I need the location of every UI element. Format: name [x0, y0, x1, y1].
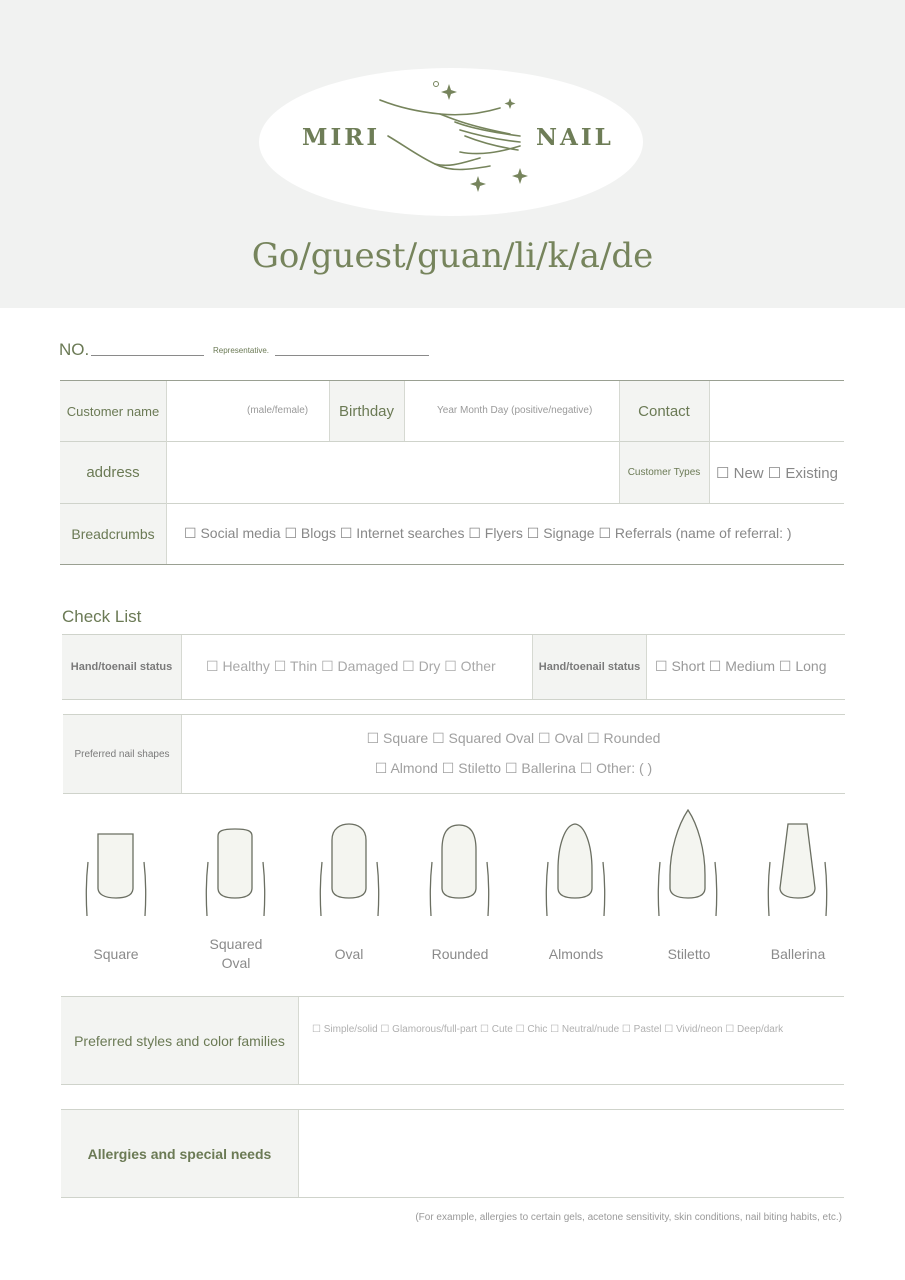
customer-types-options[interactable]: ☐ New ☐ Existing: [716, 465, 838, 482]
breadcrumbs-options[interactable]: ☐ Social media ☐ Blogs ☐ Internet searches ☐ Flyers ☐ Signage ☐ Referrals (name of referral: ): [184, 525, 792, 541]
address-label: address: [86, 464, 140, 481]
nail-status-label: Hand/toenail status: [70, 661, 173, 673]
shape-label-stiletto: Stiletto: [667, 946, 711, 962]
shapes-options-line-1[interactable]: ☐ Square ☐ Squared Oval ☐ Oval ☐ Rounded: [366, 730, 661, 746]
nail-length-label: Hand/toenail status: [538, 661, 641, 673]
representative-label: Representative.: [213, 346, 270, 355]
nail-shapes-illustration: [60, 800, 845, 920]
nail-condition-options[interactable]: ☐ Healthy ☐ Thin ☐ Damaged ☐ Dry ☐ Other: [206, 658, 496, 674]
styles-options[interactable]: ☐ Simple/solid ☐ Glamorous/full-part ☐ Cute ☐ Chic ☐ Neutral/nude ☐ Pastel ☐ Vivid/neon ☐ Deep/dark: [312, 1024, 784, 1035]
stiletto-nail-icon: [658, 810, 716, 916]
row-divider: [63, 793, 845, 794]
shapes-options-line-2[interactable]: ☐ Almond ☐ Stiletto ☐ Ballerina ☐ Other: ( ): [374, 760, 653, 776]
brand-left: MIRI: [302, 124, 381, 151]
birthday-hint[interactable]: Year Month Day (positive/negative): [437, 405, 593, 416]
col-divider: [181, 635, 182, 699]
square-nail-icon: [86, 834, 145, 916]
customer-types-label: Customer Types: [627, 467, 701, 478]
page-title: Go/guest/guan/li/k/a/de: [251, 236, 654, 276]
shape-label-almond: Almonds: [548, 946, 604, 962]
brand-right: NAIL: [536, 124, 614, 151]
ballerina-nail-icon: [768, 824, 826, 916]
row-divider: [61, 1197, 844, 1198]
squared-oval-nail-icon: [206, 829, 264, 916]
preferred-shapes-label: Preferred nail shapes: [74, 748, 170, 760]
col-divider: [298, 997, 299, 1084]
shape-label-rounded: Rounded: [431, 946, 489, 962]
contact-label: Contact: [638, 402, 690, 420]
col-divider: [404, 381, 405, 441]
shape-label-ballerina: Ballerina: [770, 946, 826, 962]
col-divider: [646, 635, 647, 699]
no-field[interactable]: [91, 355, 204, 356]
table-top-border: [60, 380, 844, 381]
contact-field[interactable]: [710, 382, 844, 440]
table-bottom-border: [60, 564, 844, 565]
breadcrumbs-label: Breadcrumbs: [71, 526, 155, 542]
preferred-styles-label: Preferred styles and color families: [74, 1032, 285, 1049]
oval-nail-icon: [320, 824, 378, 916]
allergies-note: (For example, allergies to certain gels, acetone sensitivity, skin conditions, nail biting habits, etc.): [415, 1212, 842, 1223]
row-divider: [60, 503, 844, 504]
row-divider: [62, 699, 845, 700]
almond-nail-icon: [546, 824, 604, 916]
shape-label-oval: Oval: [334, 946, 364, 962]
shape-label-squared-oval: Squared Oval: [209, 936, 263, 971]
customer-name-hint[interactable]: (male/female): [247, 405, 309, 416]
rounded-nail-icon: [430, 825, 488, 916]
hands-logo-icon: [370, 76, 530, 196]
birthday-label: Birthday: [338, 402, 395, 420]
col-divider: [181, 715, 182, 793]
address-field[interactable]: [167, 442, 618, 503]
row-divider: [61, 1084, 844, 1085]
representative-field[interactable]: [275, 355, 429, 356]
allergies-label: Allergies and special needs: [87, 1145, 272, 1162]
allergies-field[interactable]: [299, 1110, 844, 1197]
checklist-title: Check List: [62, 607, 142, 626]
customer-name-label: Customer name: [66, 403, 160, 419]
nail-length-options[interactable]: ☐ Short ☐ Medium ☐ Long: [655, 658, 827, 674]
shape-label-square: Square: [93, 946, 139, 962]
no-label: NO.: [59, 340, 90, 359]
